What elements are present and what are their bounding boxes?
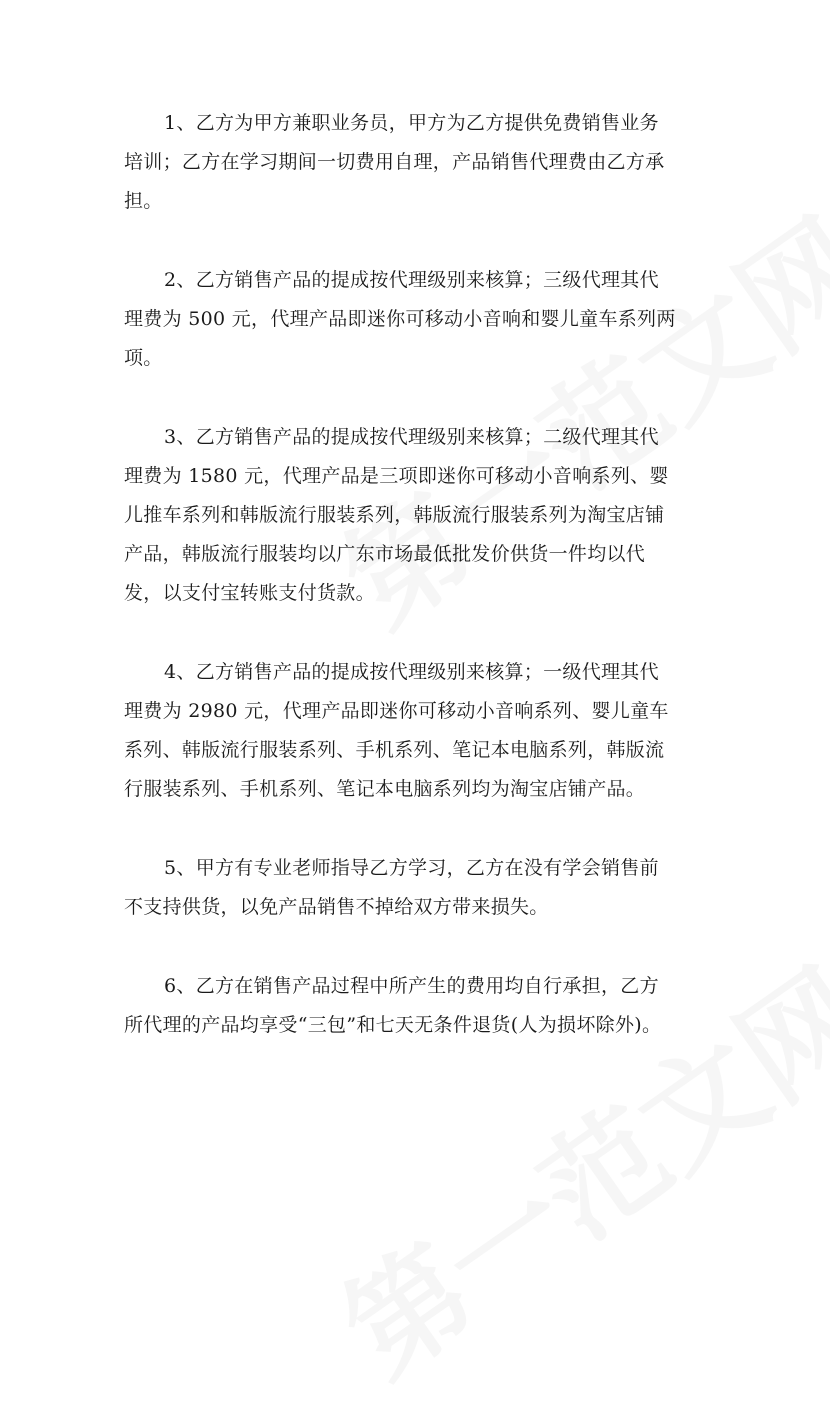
text-line: 儿推车系列和韩版流行服装系列，韩版流行服装系列为淘宝店铺	[124, 504, 665, 526]
paragraph-3	[124, 418, 714, 613]
text-line: 担。	[124, 190, 163, 212]
text-line: 发，以支付宝转账支付货款。	[124, 582, 375, 604]
text-line: 理费为 2980 元，代理产品即迷你可移动小音响系列、婴儿童车	[124, 700, 669, 722]
paragraph-6	[124, 967, 714, 1045]
text-line: 培训；乙方在学习期间一切费用自理，产品销售代理费由乙方承	[124, 151, 665, 173]
text-line: 5、甲方有专业老师指导乙方学习，乙方在没有学会销售前	[164, 857, 659, 879]
text-line: 系列、韩版流行服装系列、手机系列、笔记本电脑系列，韩版流	[124, 739, 665, 761]
text-line: 理费为 1580 元，代理产品是三项即迷你可移动小音响系列、婴	[124, 465, 669, 487]
text-line: 理费为 500 元，代理产品即迷你可移动小音响和婴儿童车系列两	[124, 308, 676, 330]
text-line: 产品，韩版流行服装均以广东市场最低批发价供货一件均以代	[124, 543, 646, 565]
document-body	[124, 104, 714, 1085]
paragraph-2	[124, 261, 714, 378]
text-line: 项。	[124, 347, 163, 369]
text-line: 6、乙方在销售产品过程中所产生的费用均自行承担，乙方	[164, 975, 659, 997]
text-line: 行服装系列、手机系列、笔记本电脑系列均为淘宝店铺产品。	[124, 778, 646, 800]
text-line: 4、乙方销售产品的提成按代理级别来核算；一级代理其代	[164, 661, 659, 683]
paragraph-5	[124, 849, 714, 927]
text-line: 1、乙方为甲方兼职业务员，甲方为乙方提供免费销售业务	[164, 112, 659, 134]
text-line: 不支持供货，以免产品销售不掉给双方带来损失。	[124, 896, 549, 918]
paragraph-1	[124, 104, 714, 221]
paragraph-4	[124, 653, 714, 809]
text-line: 2、乙方销售产品的提成按代理级别来核算；三级代理其代	[164, 269, 659, 291]
text-line: 3、乙方销售产品的提成按代理级别来核算；二级代理其代	[164, 426, 659, 448]
text-line: 所代理的产品均享受“三包”和七天无条件退货(人为损坏除外)。	[124, 1014, 662, 1036]
